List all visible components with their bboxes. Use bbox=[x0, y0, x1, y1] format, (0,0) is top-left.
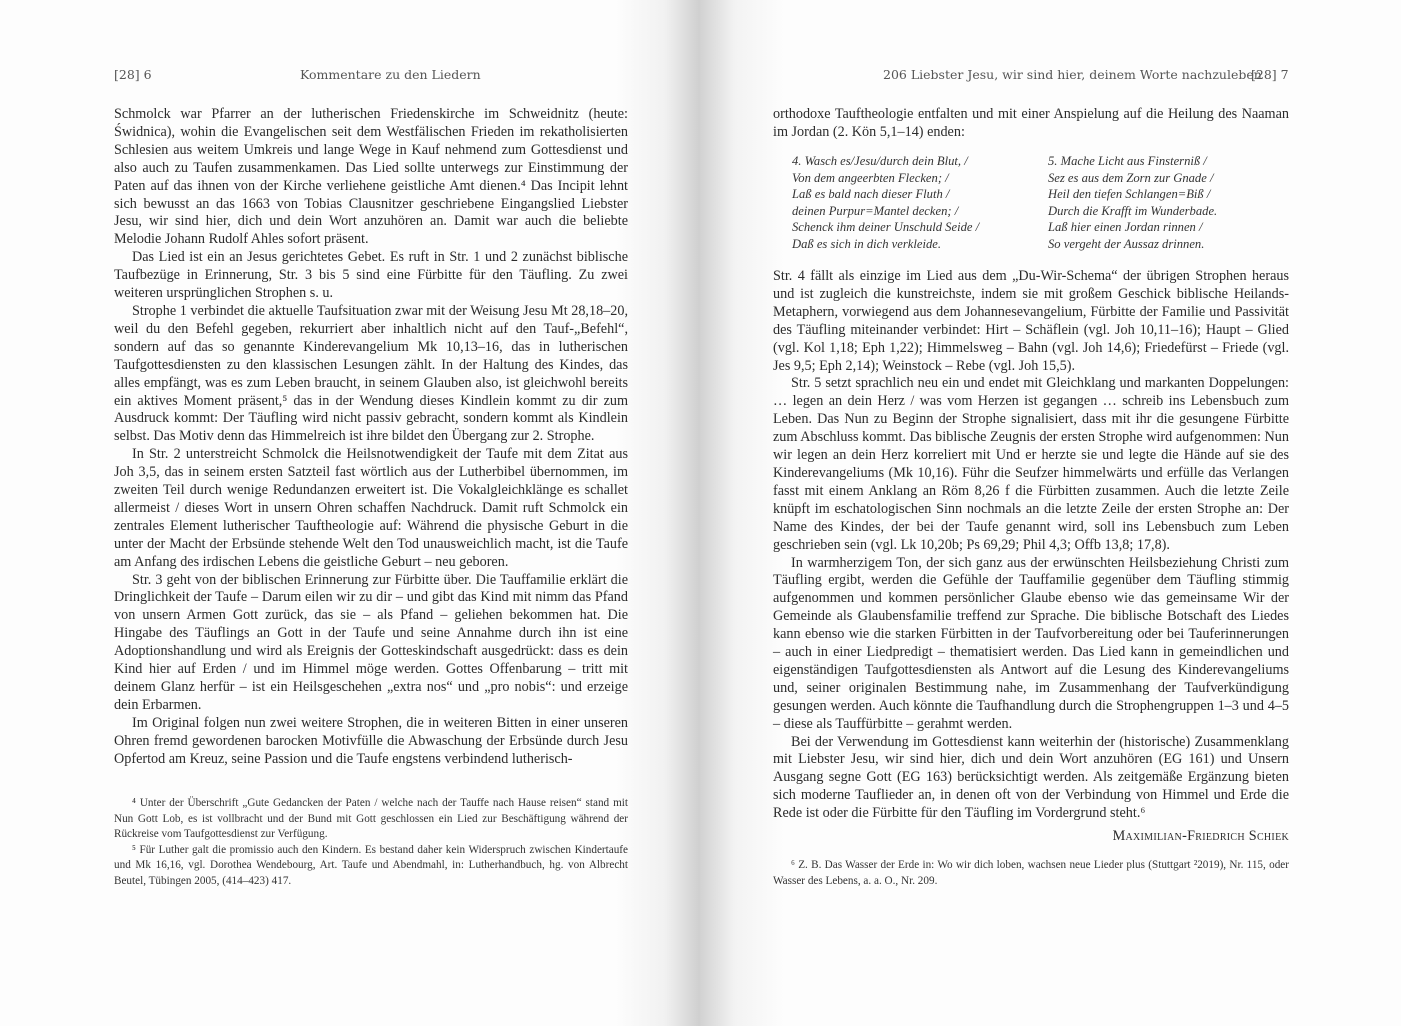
left-paragraph-4: In Str. 2 unterstreicht Schmolck die Heilsnotwendigkeit der Taufe mit dem Zitat aus Joh 3,5, das in seinem ersten Satzteil fast wörtlich aus der Lutherbibel übernommen, im zweiten Teil durch wenige Redundanzen erweitert ist. Die Vokalgleichklänge es schallet allermeist / dieses Wort in unsern Ohren schaffen Nachdruck. Damit ruft Schmolck ein zentrales Element lutherischer Tauftheologie auf: Während die physische Geburt in die unter der Macht der Erbsünde stehende Welt den Tod unausweichlich macht, ist die Taufe am Anfang des irdischen Lebens die geistliche Geburt – neu geboren. bbox=[114, 446, 628, 570]
right-paragraph-4: Bei der Verwendung im Gottesdienst kann weiterhin der (historische) Zusammenklang mit Liebster Jesu, wir sind hier, dich und dein Wort anzuhören (EG 161) und Unsern Ausgang segne Gott (EG 163) berücksichtigt werden. Als zeitgemäße Ergänzung bieten sich moderne Tauflieder an, in denen oft von der Verbindung von Himmel und Erde die Rede ist oder die Fürbitte für den Täufling im Vordergrund steht.⁶ bbox=[773, 733, 1289, 822]
stanza-4-line: Daß es sich in dich verkleide. bbox=[792, 236, 941, 251]
author-signature: Maximilian-Friedrich Schiek bbox=[1112, 828, 1289, 844]
right-intro-paragraph: orthodoxe Tauftheologie entfalten und mit einer Anspielung auf die Heilung des Naaman im Jordan (2. Kön 5,1–14) enden: bbox=[773, 106, 1289, 140]
stanza-5 bbox=[1048, 153, 1217, 253]
right-page-number: [28] 7 bbox=[1251, 67, 1289, 82]
stanza-5-line: Durch die Krafft im Wunderbade. bbox=[1048, 203, 1218, 218]
stanza-5-line: So vergeht der Aussaz drinnen. bbox=[1048, 236, 1205, 251]
stanza-5-line: Heil den tiefen Schlangen=Biß / bbox=[1048, 187, 1211, 202]
left-body-text bbox=[114, 106, 628, 769]
right-paragraph-3: In warmherzigem Ton, der sich ganz aus der erwünschten Heilsbeziehung Christi zum Täufling ergibt, werden die Gefühle der Tauffamilie gegenüber dem Täufling stimmig aufgenommen und kommen persönlicher Glaube ebenso wie das gemeinsame Wir der Gemeinde als Glaubensfamilie treffend zur Sprache. Die biblische Botschaft des Liedes kann ebenso wie die starken Fürbitten in der Taufvorbereitung oder bei Tauferinnerungen – auch in einer Liedpredigt – thematisiert werden. Das Lied kann in gemeindlichen und eigenständigen Taufgottesdiensten als Antwort auf die Lesung des Kinderevangeliums und, seiner originalen Bestimmung nahe, im Zusammenhang der Taufverkündigung gesungen werden. Auch könnte die Taufhandlung durch die Strophengruppen 1–3 und 4–5 – diese als Tauffürbitte – gerahmt werden. bbox=[773, 554, 1289, 732]
right-intro-text bbox=[773, 106, 1289, 142]
stanza-5-line: Sez es aus dem Zorn zur Gnade / bbox=[1048, 170, 1214, 185]
stanza-5-line: Laß hier einen Jordan rinnen / bbox=[1048, 220, 1203, 235]
left-footnotes bbox=[114, 796, 628, 890]
left-page bbox=[0, 0, 700, 1026]
right-footnotes bbox=[773, 858, 1289, 889]
left-running-title: Kommentare zu den Liedern bbox=[300, 67, 481, 82]
right-paragraph-1: Str. 4 fällt als einzige im Lied aus dem „Du-Wir-Schema“ der übrigen Strophen heraus und ist zugleich die kunstreichste, indem sie mit großem Geschick biblische Heilands-Metaphern, vorwiegend aus dem Johannesevangelium, Fürbitte der Familie und Passivität des Täufling miteinander verbindet: Hirt – Schäflein (vgl. Joh 10,11–16); Haupt – Glied (vgl. Kol 1,18; Eph 1,22); Himmelsweg – Bahn (vgl. Joh 14,6); Friedefürst – Friede (vgl. Jes 9,5; Eph 2,14); Weinstock – Rebe (vgl. Joh 15,5). bbox=[773, 268, 1289, 374]
footnote-5: ⁵ Für Luther galt die promissio auch den Kindern. Es bestand daher kein Widerspruch zwischen Kindertaufe und Mk 16,16, vgl. Dorothea Wendebourg, Art. Taufe und Abendmahl, in: Lutherhandbuch, hg. von Albrecht Beutel, Tübingen 2005, (414–423) 417. bbox=[114, 843, 628, 887]
stanza-4-line: deinen Purpur=Mantel decken; / bbox=[792, 203, 959, 218]
stanza-4 bbox=[792, 153, 979, 253]
footnote-4: ⁴ Unter der Überschrift „Gute Gedancken der Paten / welche nach der Tauffe nach Hause reisen“ stand mit Nun Gott Lob, es ist vollbracht und der Bund mit Gott geschlossen ein Lied zur Beschäftigung während der Rückreise vom Taufgottesdienst zur Verfügung. bbox=[114, 797, 628, 841]
right-running-title: 206 Liebster Jesu, wir sind hier, deinem Worte nachzuleben bbox=[883, 67, 1262, 82]
stanza-4-line: Schenck ihm deiner Unschuld Seide / bbox=[792, 220, 980, 235]
left-paragraph-2: Das Lied ist ein an Jesus gerichtetes Gebet. Es ruft in Str. 1 und 2 zunächst biblische Taufbezüge in Erinnerung, Str. 3 bis 5 sind eine Fürbitte für den Täufling. Zu zwei weiteren ursprünglichen Strophen s. u. bbox=[114, 249, 628, 302]
stanza-4-line: 4. Wasch es/Jesu/durch dein Blut, / bbox=[792, 154, 968, 168]
right-paragraph-2: Str. 5 setzt sprachlich neu ein und endet mit Gleichklang und markanten Doppelungen: … legen an dein Herz / was vom Herzen ist gegangen … schreib ins Lebensbuch zum Leben. Das Nun zu Beginn der Strophe signalisiert, dass mit ihr die gesungene Fürbitte zum Abschluss kommt. Das biblische Zeugnis der ersten Strophe wird aufgenommen: Nun wir legen an dein Herz korreliert mit Und er herzte sie und legte die Hände auf sie des Kinderevangeliums (Mk 10,16). Führ die Seufzer himmelwärts und erfülle das Verlangen fasst mit einem Anklang an Röm 8,26 f die Fürbitten zusammen. Auch die letzte Zeile knüpft im eschatologischen Sinn nochmals an die letzte Zeile der ersten Strophe an: Der Name des Kindes, der bei der Taufe genannt wird, soll ins Lebensbuch zum Leben geschrieben sein (vgl. Lk 10,20b; Ps 69,29; Phil 4,3; Offb 13,8; 17,8). bbox=[773, 375, 1289, 553]
stanza-4-line: Laß es bald nach dieser Fluth / bbox=[792, 187, 950, 202]
left-paragraph-5: Str. 3 geht von der biblischen Erinnerung zur Fürbitte über. Die Tauffamilie erklärt die Dringlichkeit der Taufe – Darum eilen wir zu dir – und gibt das Kind mit nimm das Pfand von unsern Armen Gott zurück, das sie – als Pfand – geliehen bekommen hat. Die Hingabe des Täuflings an Gott in der Taufe und seine Annahme durch ihn ist eine Adoptionshandlung und wird als Ereignis der Gotteskindschaft ausgedrückt: dass es dein Kind hier auf Erden / und im Himmel möge werden. Gottes Offenbarung – tritt mit deinem Glanz herfür – ist ein Heilsgeschehen „extra nos“ und „pro nobis“: und erzeige dein Erbarmen. bbox=[114, 571, 628, 713]
stanza-4-line: Von dem angeerbten Flecken; / bbox=[792, 170, 949, 185]
left-page-number: [28] 6 bbox=[114, 67, 152, 82]
left-paragraph-1: Schmolck war Pfarrer an der lutherischen Friedenskirche im Schweidnitz (heute: Świdnica), wohin die Evangelischen seit dem Westfälischen Frieden im rekatholisierten Schlesien aus weitem Umkreis und lange Wege in Kauf nehmend zum Gottesdienst und also auch zu Taufen zusammenkamen. Das Lied sollte unterwegs zur Einstimmung der Paten auf das ihnen von der Kirche verliehene geistliche Amt dienen.⁴ Das Incipit lehnt sich bewusst an das 1663 von Tobias Clausnitzer geschriebene Eingangslied Liebster Jesu, wir sind hier, dich und dein Wort anzuhören an. Damit war auch die beliebte Melodie Johann Rudolf Ahles sofort präsent. bbox=[114, 106, 628, 248]
stanza-5-line: 5. Mache Licht aus Finsterniß / bbox=[1048, 154, 1207, 168]
left-paragraph-6: Im Original folgen nun zwei weitere Strophen, die in weiteren Bitten in einer unseren Ohren fremd gewordenen barocken Motivfülle die Abwaschung der Erbsünde durch Jesu Opfertod am Kreuz, seine Passion und die Taufe engstens verbindend lutherisch- bbox=[114, 714, 628, 767]
footnote-6: ⁶ Z. B. Das Wasser der Erde in: Wo wir dich loben, wachsen neue Lieder plus (Stuttgart ²2019), Nr. 115, oder Wasser des Lebens, a. a. O., Nr. 209. bbox=[773, 859, 1289, 887]
hymn-stanzas bbox=[792, 153, 1252, 253]
right-body-text bbox=[773, 268, 1289, 823]
right-page bbox=[700, 0, 1401, 1026]
left-paragraph-3: Strophe 1 verbindet die aktuelle Taufsituation zwar mit der Weisung Jesu Mt 28,18–20, weil du den Befehl gegeben, rekurriert aber inhaltlich nicht auf den Tauf-„Befehl“, sondern auf das so genannte Kinderevangelium Mk 10,13–16, das in lutherischen Taufgottesdiensten zu den klassischen Lesungen zählt. In der Haltung des Kindes, das alles empfängt, was es zum Leben braucht, in seinem Glauben also, ist gleichwohl bereits ein aktives Moment präsent,⁵ das in der Wendung dieses Kindlein kommt zu dir zum Ausdruck kommt: Der Täufling wird nicht passiv gebracht, sondern kommt als Kindlein selbst. Das Motiv denn das Himmelreich ist ihre bildet den Übergang zur 2. Strophe. bbox=[114, 302, 628, 445]
